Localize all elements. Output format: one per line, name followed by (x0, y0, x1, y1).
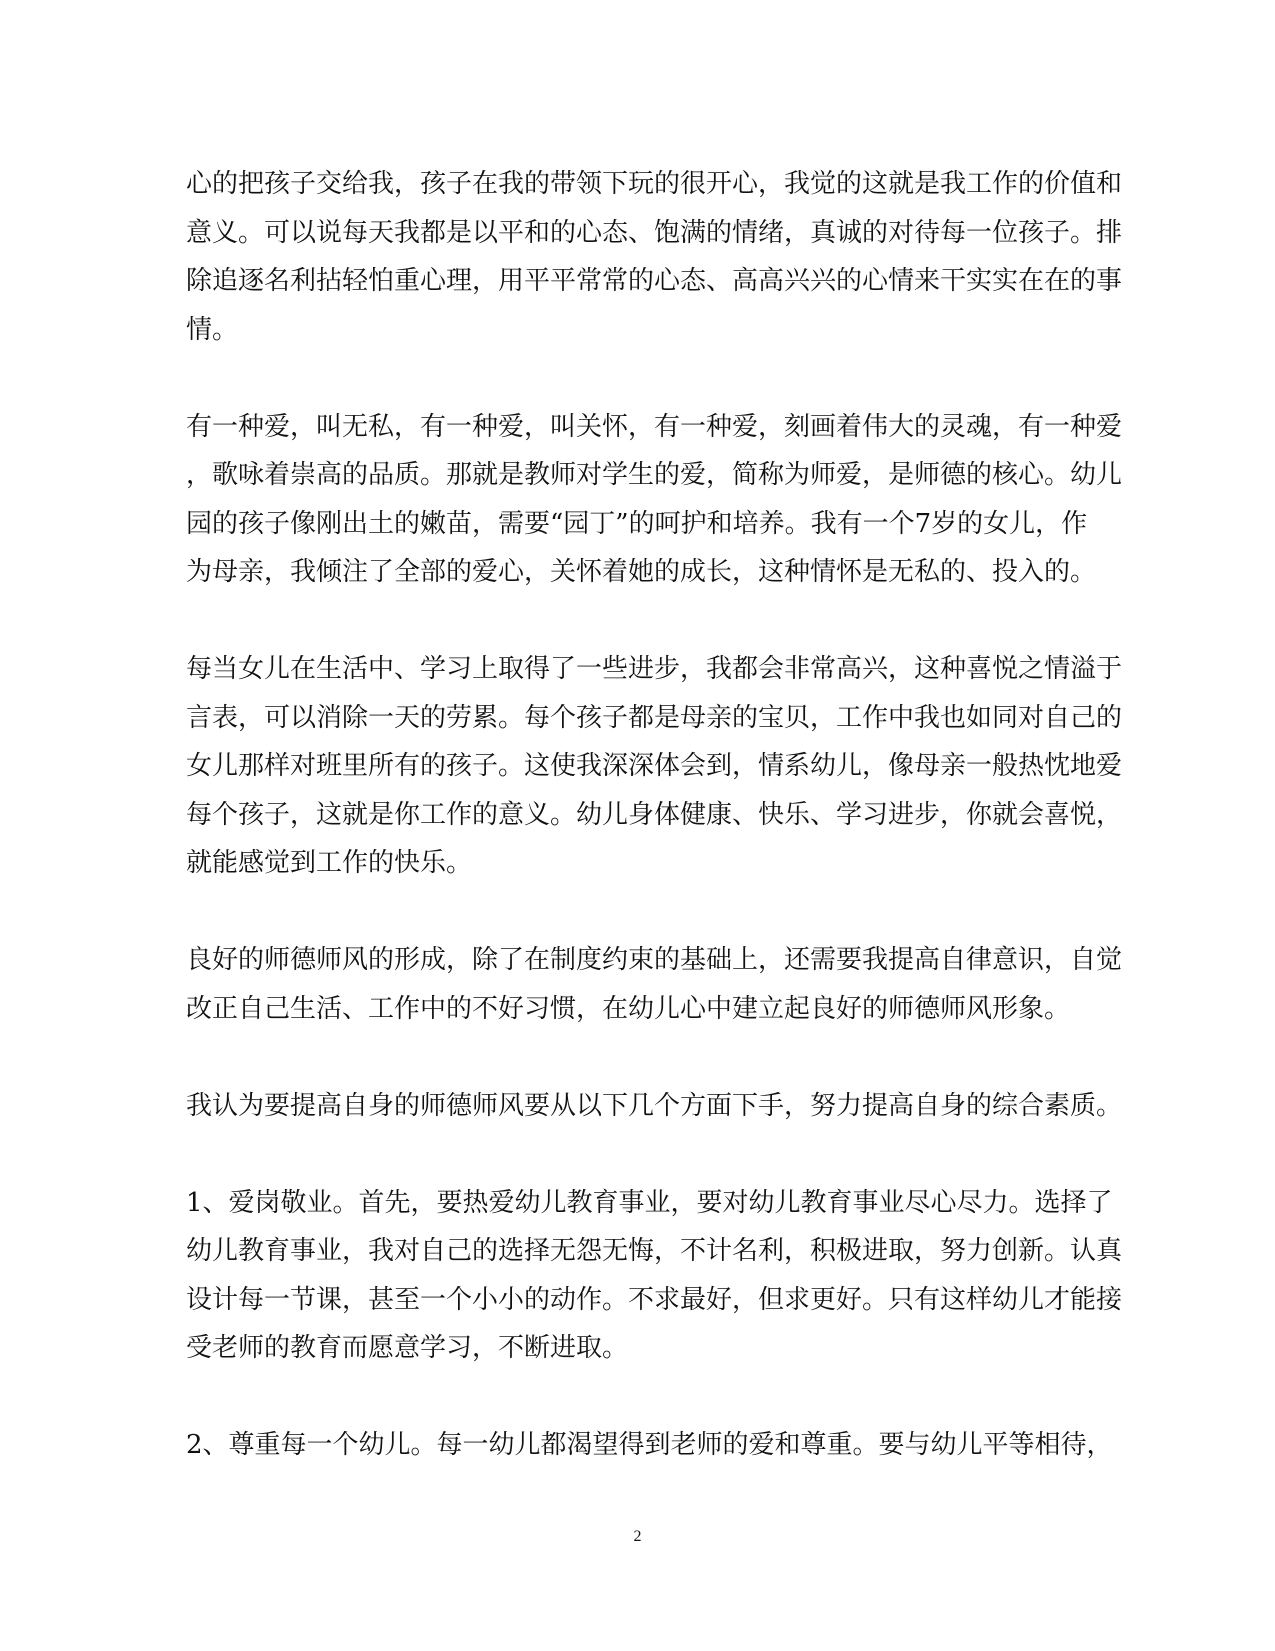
list-item-paragraph (186, 1421, 1113, 1470)
paragraph (186, 160, 1123, 354)
text-line: 1、爱岗敬业。首先，要热爱幼儿教育事业，要对幼儿教育事业尽心尽力。选择了 (186, 1187, 1113, 1218)
paragraph (186, 936, 1123, 1033)
text-line: 每当女儿在生活中、学习上取得了一些进步，我都会非常高兴，这种喜悦之情溢于 (186, 654, 1123, 684)
paragraph (186, 403, 1123, 597)
text-line: 2、尊重每一个幼儿。每一幼儿都渴望得到老师的爱和尊重。要与幼儿平等相待， (186, 1430, 1113, 1460)
text-line: 有一种爱，叫无私，有一种爱，叫关怀，有一种爱，刻画着伟大的灵魂，有一种爱 (186, 411, 1123, 442)
paragraph (186, 645, 1123, 888)
text-line: 我认为要提高自身的师德师风要从以下几个方面下手，努力提高自身的综合素质。 (186, 1090, 1123, 1121)
paragraph (186, 1082, 1123, 1131)
text-line: 情。 (186, 314, 239, 345)
text-line: 意义。可以说每天我都是以平和的心态、饱满的情绪，真诚的对待每一位孩子。排 (186, 217, 1123, 248)
text-line: 园的孩子像刚出土的嫩苗，需要“园丁”的呵护和培养。我有一个7岁的女儿，作 (186, 508, 1088, 539)
text-line: 设计每一节课，甚至一个小小的动作。不求最好，但求更好。只有这样幼儿才能接 (186, 1284, 1123, 1315)
document-body (186, 160, 1123, 1518)
text-line: 就能感觉到工作的快乐。 (186, 848, 473, 878)
text-line: 良好的师德师风的形成，除了在制度约束的基础上，还需要我提高自律意识，自觉 (186, 945, 1123, 975)
text-line: 言表，可以消除一天的劳累。每个孩子都是母亲的宝贝，工作中我也如同对自己的 (186, 702, 1123, 733)
text-line: 幼儿教育事业，我对自己的选择无怨无悔，不计名利，积极进取，努力创新。认真 (186, 1236, 1123, 1266)
text-line: 除追逐名利拈轻怕重心理，用平平常常的心态、高高兴兴的心情来干实实在在的事 (186, 266, 1123, 296)
list-item-paragraph (186, 1179, 1123, 1373)
text-line: ，歌咏着崇高的品质。那就是教师对学生的爱，简称为师爱，是师德的核心。幼儿 (186, 460, 1123, 490)
text-line: 每个孩子，这就是你工作的意义。幼儿身体健康、快乐、学习进步，你就会喜悦， (186, 799, 1123, 830)
text-line: 女儿那样对班里所有的孩子。这使我深深体会到，情系幼儿，像母亲一般热忱地爱 (186, 751, 1123, 781)
text-line: 心的把孩子交给我，孩子在我的带领下玩的很开心，我觉的这就是我工作的价值和 (186, 169, 1123, 199)
text-line: 改正自己生活、工作中的不好习惯，在幼儿心中建立起良好的师德师风形象。 (186, 993, 1071, 1024)
page-number: 2 (633, 1528, 642, 1545)
text-line: 受老师的教育而愿意学习，不断进取。 (186, 1333, 629, 1363)
text-line: 为母亲，我倾注了全部的爱心，关怀着她的成长，这种情怀是无私的、投入的。 (186, 557, 1097, 587)
